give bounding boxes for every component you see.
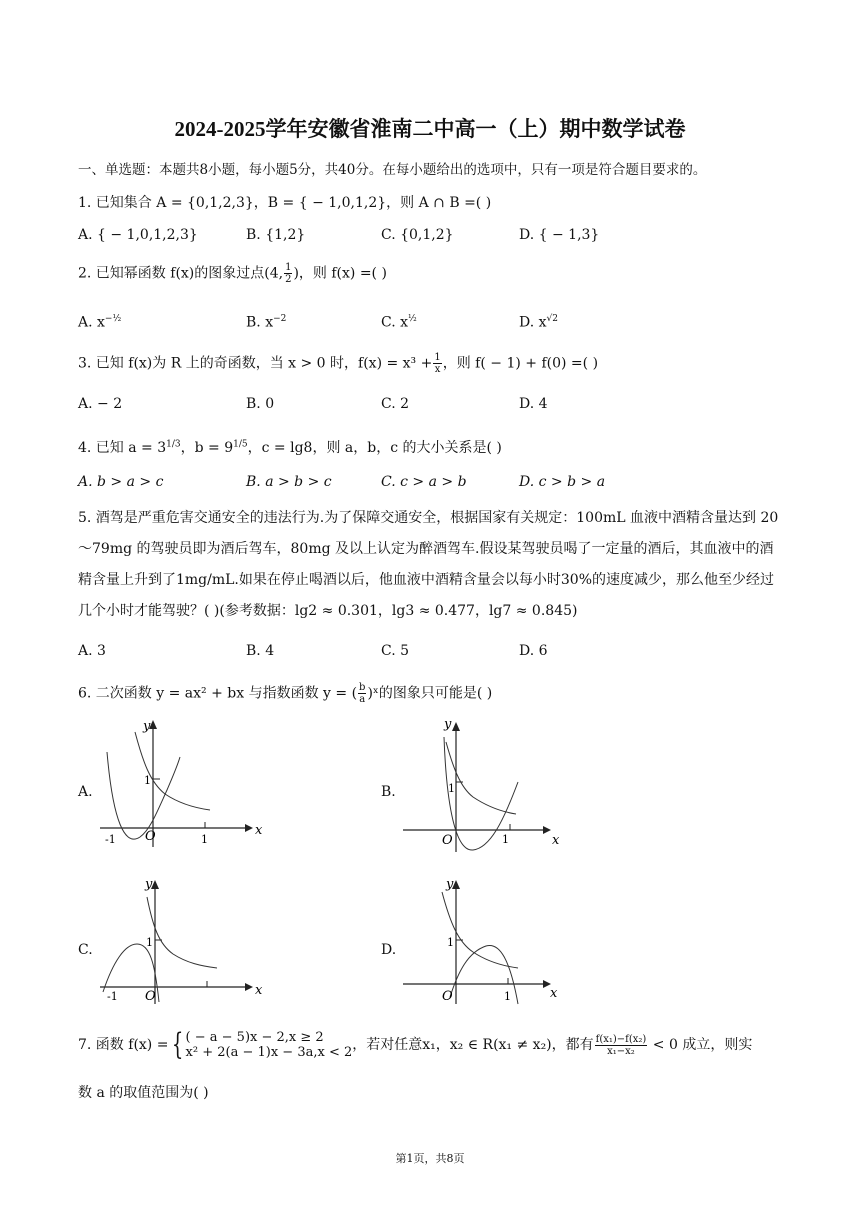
q2-fraction: $\frac{1}{2}$ bbox=[285, 262, 292, 285]
piecewise-brace: { bbox=[172, 1027, 184, 1062]
y-label: y bbox=[143, 719, 151, 734]
q6-label-d: D. bbox=[381, 942, 397, 958]
origin-label: O bbox=[442, 833, 453, 848]
question-1-stem: 1. 已知集合 A = {0,1,2,3}，B = { − 1,0,1,2}，则 A ∩ B =( ) bbox=[78, 195, 492, 211]
y-label: y bbox=[444, 717, 452, 732]
q3-option-d: D. 4 bbox=[519, 396, 548, 412]
graph-option-a bbox=[95, 712, 265, 852]
tick-label-y1: 1 bbox=[447, 936, 454, 949]
graph-option-d bbox=[398, 872, 568, 1007]
q4-option-c: C. c > a > b bbox=[381, 474, 467, 490]
q6-label-a: A. bbox=[78, 784, 93, 800]
origin-label: O bbox=[145, 829, 156, 844]
question-7-stem: 7. 函数 f(x) = { ( − a − 5)x − 2,x ≥ 2 x² + 2(a − 1)x − 3a,x < 2 ，若对任意x₁，x₂ ∈ R(x₁ ≠ x₂)，都有 $\frac{\text{f(x₁)−f(x₂)}}{\text{x₁−x₂}}$ < 0 成立，则实 bbox=[78, 1027, 753, 1062]
graph-option-b bbox=[398, 712, 568, 857]
x-axis-arrow bbox=[245, 983, 253, 991]
q6-label-c: C. bbox=[78, 942, 93, 958]
paper-title: 2024-2025学年安徽省淮南二中高一（上）期中数学试卷 bbox=[174, 117, 686, 141]
q2-option-b: B. $x^{-2}$ bbox=[246, 314, 287, 331]
parabola-curve bbox=[107, 752, 180, 839]
q6-label-b: B. bbox=[381, 784, 396, 800]
exponential-curve bbox=[442, 892, 518, 968]
q2-option-c: C. $x^{\frac{1}{2}}$ bbox=[381, 314, 417, 331]
tick-label-xm1: -1 bbox=[105, 833, 116, 846]
tick-label-x1: 1 bbox=[504, 990, 511, 1003]
question-7-line2: 数 a 的取值范围为( ) bbox=[78, 1085, 209, 1101]
q7-fraction: $\frac{\text{f(x₁)−f(x₂)}}{\text{x₁−x₂}}$ bbox=[595, 1033, 647, 1057]
q4-option-b: B. a > b > c bbox=[246, 474, 332, 490]
q4-option-d: D. c > b > a bbox=[519, 474, 606, 490]
q5-option-d: D. 6 bbox=[519, 643, 548, 659]
q2-option-a: A. $x^{-\frac{1}{2}}$ bbox=[78, 314, 122, 331]
q1-option-d: D. { − 1,3} bbox=[519, 227, 600, 243]
tick-label-y1: 1 bbox=[146, 936, 153, 949]
x-axis-arrow bbox=[245, 824, 253, 832]
y-label: y bbox=[145, 877, 153, 892]
q1-option-b: B. {1,2} bbox=[246, 227, 306, 243]
tick-label-x1: 1 bbox=[201, 833, 208, 846]
piecewise-cases: ( − a − 5)x − 2,x ≥ 2 x² + 2(a − 1)x − 3a,x < 2 bbox=[185, 1030, 353, 1060]
origin-label: O bbox=[145, 989, 156, 1004]
section-heading: 一、单选题：本题共8小题，每小题5分，共40分。在每小题给出的选项中，只有一项是符合题目要求的。 bbox=[78, 162, 707, 178]
exponential-curve bbox=[147, 897, 217, 968]
q6-fraction: $\frac{b}{a}$ bbox=[359, 682, 366, 705]
q3-fraction: $\frac{1}{x}$ bbox=[434, 352, 441, 375]
x-label: x bbox=[550, 986, 558, 1001]
q3-option-a: A. − 2 bbox=[78, 396, 123, 412]
x-axis-arrow bbox=[543, 826, 551, 834]
question-5-stem: 5. 酒驾是严重危害交通安全的违法行为.为了保障交通安全，根据国家有关规定：100mL 血液中酒精含量达到 20～79mg 的驾驶员即为酒后驾车，80mg 及以上认定为醉酒驾车.假设某驾驶员喝了一定量的酒后，其血液中的酒精含量上升到了1mg/mL.如果在停止喝酒以后，他血液中酒精含量会以每小时30%的速度减少，那么他至少经过几个小时才能驾驶？( )(参考数据：lg2 ≈ 0.301，lg3 ≈ 0.477，lg7 ≈ 0.845) bbox=[78, 510, 779, 619]
tick-label-y1: 1 bbox=[448, 782, 455, 795]
q5-option-c: C. 5 bbox=[381, 643, 410, 659]
tick-label-x1: 1 bbox=[502, 833, 509, 846]
tick-label-y1: 1 bbox=[144, 774, 151, 787]
q1-option-a: A. { − 1,0,1,2,3} bbox=[78, 227, 198, 243]
tick-label-xm1: -1 bbox=[107, 990, 118, 1003]
q3-option-b: B. 0 bbox=[246, 396, 275, 412]
question-4-stem: 4. 已知 $a = 3^{1/3}$，$b = 9^{1/5}$，c = lg8，则 a，b，c 的大小关系是( ) bbox=[78, 439, 502, 456]
question-6-stem: 6. 二次函数 y = ax² + bx 与指数函数 y = ( $\frac{b}{a}$ )ˣ的图象只可能是( ) bbox=[78, 682, 493, 705]
x-label: x bbox=[552, 833, 560, 848]
y-axis-arrow bbox=[452, 722, 460, 731]
exponential-curve bbox=[135, 732, 210, 810]
x-label: x bbox=[255, 983, 263, 998]
y-label: y bbox=[446, 877, 454, 892]
question-2-stem: 2. 已知幂函数 f(x)的图象过点(4, $\frac{1}{2}$ )，则 f(x) =( ) bbox=[78, 262, 387, 285]
q5-option-b: B. 4 bbox=[246, 643, 275, 659]
question-3-stem: 3. 已知 f(x)为 R 上的奇函数，当 x > 0 时，f(x) = x³ + $\frac{1}{x}$ ，则 f( − 1) + f(0) =( ) bbox=[78, 352, 599, 375]
page-footer: 第1页，共8页 bbox=[395, 1152, 465, 1165]
q1-option-c: C. {0,1,2} bbox=[381, 227, 454, 243]
q2-option-d: D. $x^{√2}$ bbox=[519, 314, 558, 331]
origin-label: O bbox=[442, 989, 453, 1004]
graph-option-c bbox=[95, 872, 265, 1007]
q5-option-a: A. 3 bbox=[78, 643, 106, 659]
x-label: x bbox=[255, 823, 263, 838]
q3-option-c: C. 2 bbox=[381, 396, 410, 412]
q4-option-a: A. b > a > c bbox=[78, 474, 164, 490]
